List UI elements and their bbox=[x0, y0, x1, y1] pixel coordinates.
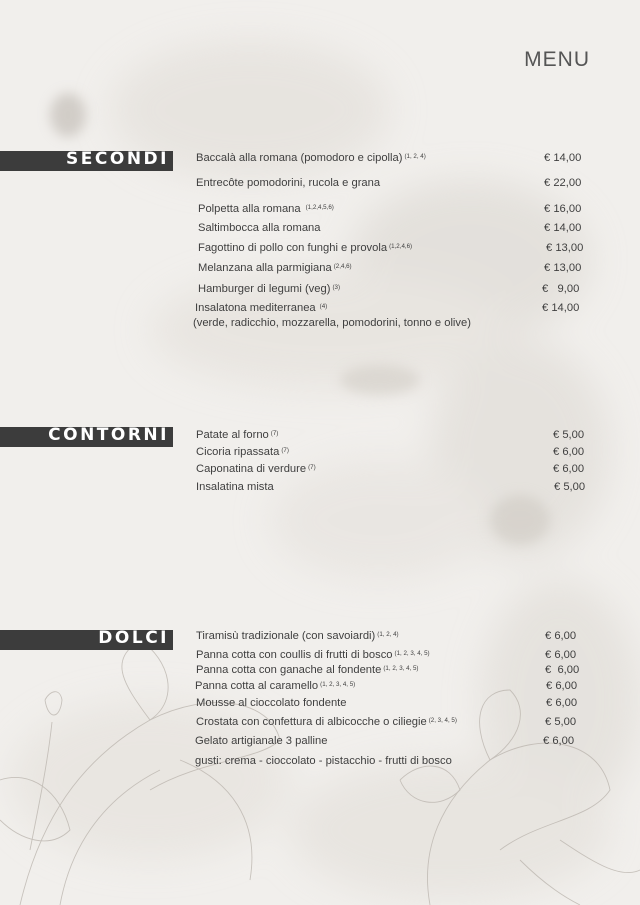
item-name: Baccalà alla romana (pomodoro e cipolla) bbox=[196, 152, 403, 164]
item-price: € 6,00 bbox=[546, 697, 578, 709]
item-price: € 14,00 bbox=[544, 152, 582, 164]
section-title: CONTORNI bbox=[48, 425, 169, 445]
page-title: MENU bbox=[524, 48, 590, 71]
item-name: Cicoria ripassata bbox=[196, 446, 280, 458]
menu-item bbox=[198, 203, 334, 216]
allergen-codes: (2, 3, 4, 5) bbox=[428, 717, 457, 724]
item-price: € 6,00 bbox=[545, 630, 577, 642]
allergen-codes: (1, 2, 3, 4, 5) bbox=[394, 650, 430, 657]
menu-item bbox=[196, 446, 289, 459]
allergen-codes: (1, 2, 4) bbox=[404, 153, 426, 160]
item-name: Insalatina mista bbox=[196, 481, 274, 493]
menu-item bbox=[196, 463, 316, 476]
item-price: € 9,00 bbox=[542, 283, 580, 295]
allergen-codes: (3) bbox=[332, 284, 340, 291]
item-name: Gelato artigianale 3 palline bbox=[195, 735, 328, 747]
allergen-codes: (1, 2, 4) bbox=[377, 631, 399, 638]
menu-item bbox=[196, 481, 274, 494]
item-price: € 22,00 bbox=[544, 177, 582, 189]
item-name: Fagottino di pollo con funghi e provola bbox=[198, 242, 388, 254]
menu-item bbox=[198, 283, 340, 296]
item-name: Tiramisù tradizionale (con savoiardi) bbox=[196, 630, 376, 642]
menu-item bbox=[196, 152, 426, 165]
section-title: DOLCI bbox=[98, 628, 169, 648]
item-name: Entrecôte pomodorini, rucola e grana bbox=[196, 177, 381, 189]
item-price: € 6,00 bbox=[553, 446, 585, 458]
item-name: Caponatina di verdure bbox=[196, 463, 307, 475]
item-price: € 5,00 bbox=[553, 429, 585, 441]
section-header-contorni bbox=[0, 427, 173, 447]
item-name: Panna cotta al caramello bbox=[195, 680, 319, 692]
item-price: € 13,00 bbox=[546, 242, 584, 254]
menu-item bbox=[196, 177, 380, 190]
item-price: € 16,00 bbox=[544, 203, 582, 215]
menu-item bbox=[195, 680, 355, 693]
item-price: € 14,00 bbox=[544, 222, 582, 234]
allergen-codes: (1,2,4,6) bbox=[389, 243, 413, 250]
item-name: Panna cotta con ganache al fondente bbox=[196, 664, 382, 676]
item-price: € 14,00 bbox=[542, 302, 580, 314]
item-description: gusti: crema - cioccolato - pistacchio - frutti di bosco bbox=[195, 755, 452, 767]
item-price: € 6,00 bbox=[545, 649, 577, 661]
item-price: € 13,00 bbox=[544, 262, 582, 274]
menu-item bbox=[196, 697, 347, 710]
item-name: Crostata con confettura di albicocche o ciliegie bbox=[196, 716, 427, 728]
allergen-codes: (4) bbox=[319, 303, 328, 310]
allergen-codes: (7) bbox=[308, 464, 316, 471]
allergen-codes: (7) bbox=[270, 430, 279, 437]
item-name: Polpetta alla romana bbox=[198, 203, 301, 215]
section-title: SECONDI bbox=[66, 149, 169, 169]
menu-item bbox=[195, 735, 327, 748]
item-price: € 6,00 bbox=[546, 680, 578, 692]
item-price: € 6,00 bbox=[543, 735, 575, 747]
item-name: Saltimbocca alla romana bbox=[198, 222, 321, 234]
item-name: Mousse al cioccolato fondente bbox=[196, 697, 347, 709]
allergen-codes: (1, 2, 3, 4, 5) bbox=[383, 665, 419, 672]
menu-item bbox=[196, 716, 457, 729]
item-name: Hamburger di legumi (veg) bbox=[198, 283, 331, 295]
menu-item bbox=[198, 262, 352, 275]
allergen-codes: (1, 2, 3, 4, 5) bbox=[320, 681, 356, 688]
item-price: € 5,00 bbox=[554, 481, 586, 493]
item-price: € 6,00 bbox=[553, 463, 585, 475]
item-price: € 6,00 bbox=[545, 664, 580, 676]
menu-item bbox=[196, 429, 278, 442]
allergen-codes: (7) bbox=[281, 447, 289, 454]
allergen-codes: (2,4,6) bbox=[333, 263, 352, 270]
allergen-codes: (1,2,4,5,6) bbox=[305, 204, 334, 211]
item-price: € 5,00 bbox=[545, 716, 577, 728]
menu-item bbox=[198, 222, 321, 235]
menu-item bbox=[196, 630, 399, 643]
item-name: Insalatona mediterranea bbox=[195, 302, 316, 314]
menu-item bbox=[196, 649, 430, 662]
menu-item bbox=[196, 664, 418, 677]
item-name: Panna cotta con coullis di frutti di bosco bbox=[196, 649, 393, 661]
menu-item bbox=[195, 302, 327, 315]
menu-item bbox=[198, 242, 412, 255]
section-header-secondi bbox=[0, 151, 173, 171]
item-description: (verde, radicchio, mozzarella, pomodorini, tonno e olive) bbox=[193, 317, 471, 329]
section-header-dolci bbox=[0, 630, 173, 650]
item-name: Patate al forno bbox=[196, 429, 269, 441]
item-name: Melanzana alla parmigiana bbox=[198, 262, 332, 274]
